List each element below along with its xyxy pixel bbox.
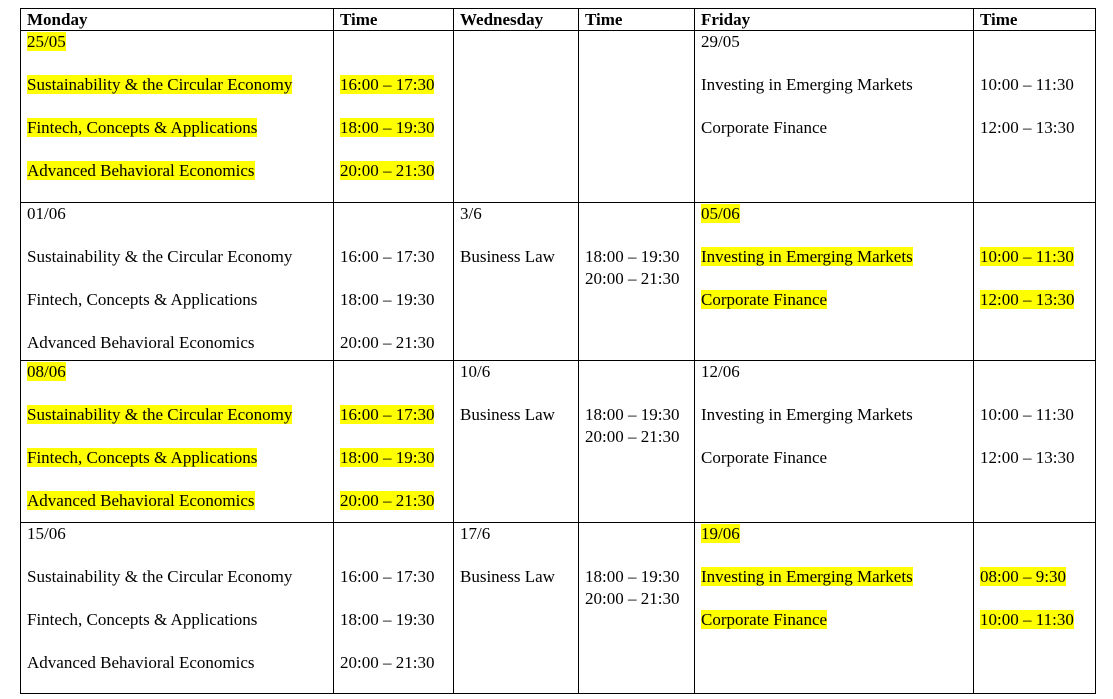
monday-course: Fintech, Concepts & Applications xyxy=(27,448,258,467)
header-time-friday: Time xyxy=(974,9,1096,31)
friday-date: 19/06 xyxy=(701,524,740,543)
wednesday-time: 20:00 – 21:30 xyxy=(585,268,680,288)
monday-time: 20:00 – 21:30 xyxy=(340,333,435,352)
friday-time: 10:00 – 11:30 xyxy=(980,405,1074,424)
wednesday-cell xyxy=(454,31,579,203)
monday-time: 20:00 – 21:30 xyxy=(340,653,435,672)
wednesday-date: 10/6 xyxy=(460,362,491,381)
monday-time-cell xyxy=(334,361,454,523)
monday-time: 16:00 – 17:30 xyxy=(340,247,435,266)
friday-time-cell xyxy=(974,523,1096,694)
wednesday-time: 18:00 – 19:30 xyxy=(585,247,680,266)
schedule-row xyxy=(21,31,1096,203)
monday-course: Fintech, Concepts & Applications xyxy=(27,290,258,309)
wednesday-time-cell xyxy=(579,31,695,203)
monday-date: 15/06 xyxy=(27,524,66,543)
wednesday-time: 18:00 – 19:30 xyxy=(585,567,680,586)
monday-date: 08/06 xyxy=(27,362,66,381)
friday-time: 12:00 – 13:30 xyxy=(980,290,1075,309)
friday-cell xyxy=(695,523,974,694)
friday-cell xyxy=(695,203,974,361)
monday-cell xyxy=(21,523,334,694)
monday-course: Fintech, Concepts & Applications xyxy=(27,610,258,629)
monday-time: 16:00 – 17:30 xyxy=(340,567,435,586)
wednesday-date: 3/6 xyxy=(460,204,482,223)
wednesday-time-cell xyxy=(579,361,695,523)
wednesday-time: 20:00 – 21:30 xyxy=(585,588,680,608)
friday-time-cell xyxy=(974,203,1096,361)
friday-course: Investing in Emerging Markets xyxy=(701,247,913,266)
friday-course: Investing in Emerging Markets xyxy=(701,567,913,586)
monday-time-cell xyxy=(334,31,454,203)
monday-time-cell xyxy=(334,523,454,694)
wednesday-date: 17/6 xyxy=(460,524,491,543)
schedule-table xyxy=(20,8,1096,694)
friday-course: Corporate Finance xyxy=(701,448,828,467)
wednesday-course: Business Law xyxy=(460,247,555,266)
friday-course: Corporate Finance xyxy=(701,290,828,309)
monday-cell xyxy=(21,31,334,203)
schedule-row xyxy=(21,203,1096,361)
monday-course: Advanced Behavioral Economics xyxy=(27,333,255,352)
friday-time: 08:00 – 9:30 xyxy=(980,567,1066,586)
wednesday-course: Business Law xyxy=(460,567,555,586)
friday-date: 12/06 xyxy=(701,362,740,381)
wednesday-time: 18:00 – 19:30 xyxy=(585,405,680,424)
wednesday-cell xyxy=(454,203,579,361)
friday-cell xyxy=(695,361,974,523)
monday-time: 20:00 – 21:30 xyxy=(340,161,435,180)
friday-time: 12:00 – 13:30 xyxy=(980,118,1075,137)
schedule-body xyxy=(21,31,1096,694)
wednesday-time: 20:00 – 21:30 xyxy=(585,426,680,446)
monday-course: Sustainability & the Circular Economy xyxy=(27,567,293,586)
friday-course: Corporate Finance xyxy=(701,118,828,137)
monday-time: 18:00 – 19:30 xyxy=(340,290,435,309)
wednesday-course: Business Law xyxy=(460,405,555,424)
monday-time-cell xyxy=(334,203,454,361)
monday-course: Advanced Behavioral Economics xyxy=(27,653,255,672)
header-time-wednesday: Time xyxy=(579,9,695,31)
monday-date: 25/05 xyxy=(27,32,66,51)
schedule-row xyxy=(21,361,1096,523)
monday-cell xyxy=(21,361,334,523)
wednesday-cell xyxy=(454,523,579,694)
wednesday-time-cell xyxy=(579,523,695,694)
friday-time: 10:00 – 11:30 xyxy=(980,610,1074,629)
monday-course: Fintech, Concepts & Applications xyxy=(27,118,258,137)
header-monday: Monday xyxy=(21,9,334,31)
friday-date: 05/06 xyxy=(701,204,740,223)
friday-date: 29/05 xyxy=(701,32,740,51)
friday-time: 12:00 – 13:30 xyxy=(980,448,1075,467)
header-time-monday: Time xyxy=(334,9,454,31)
monday-time: 18:00 – 19:30 xyxy=(340,448,435,467)
friday-time-cell xyxy=(974,361,1096,523)
friday-cell xyxy=(695,31,974,203)
friday-time: 10:00 – 11:30 xyxy=(980,247,1074,266)
monday-course: Sustainability & the Circular Economy xyxy=(27,247,293,266)
monday-time: 16:00 – 17:30 xyxy=(340,75,435,94)
friday-course: Investing in Emerging Markets xyxy=(701,405,913,424)
monday-course: Sustainability & the Circular Economy xyxy=(27,405,293,424)
header-row xyxy=(21,9,1096,31)
monday-cell xyxy=(21,203,334,361)
wednesday-cell xyxy=(454,361,579,523)
wednesday-time-cell xyxy=(579,203,695,361)
friday-time: 10:00 – 11:30 xyxy=(980,75,1074,94)
monday-course: Advanced Behavioral Economics xyxy=(27,161,255,180)
monday-time: 18:00 – 19:30 xyxy=(340,118,435,137)
friday-time-cell xyxy=(974,31,1096,203)
header-wednesday: Wednesday xyxy=(454,9,579,31)
monday-date: 01/06 xyxy=(27,204,66,223)
header-friday: Friday xyxy=(695,9,974,31)
monday-time: 20:00 – 21:30 xyxy=(340,491,435,510)
monday-time: 16:00 – 17:30 xyxy=(340,405,435,424)
monday-course: Sustainability & the Circular Economy xyxy=(27,75,293,94)
monday-course: Advanced Behavioral Economics xyxy=(27,491,255,510)
friday-course: Corporate Finance xyxy=(701,610,828,629)
friday-course: Investing in Emerging Markets xyxy=(701,75,913,94)
schedule-row xyxy=(21,523,1096,694)
monday-time: 18:00 – 19:30 xyxy=(340,610,435,629)
